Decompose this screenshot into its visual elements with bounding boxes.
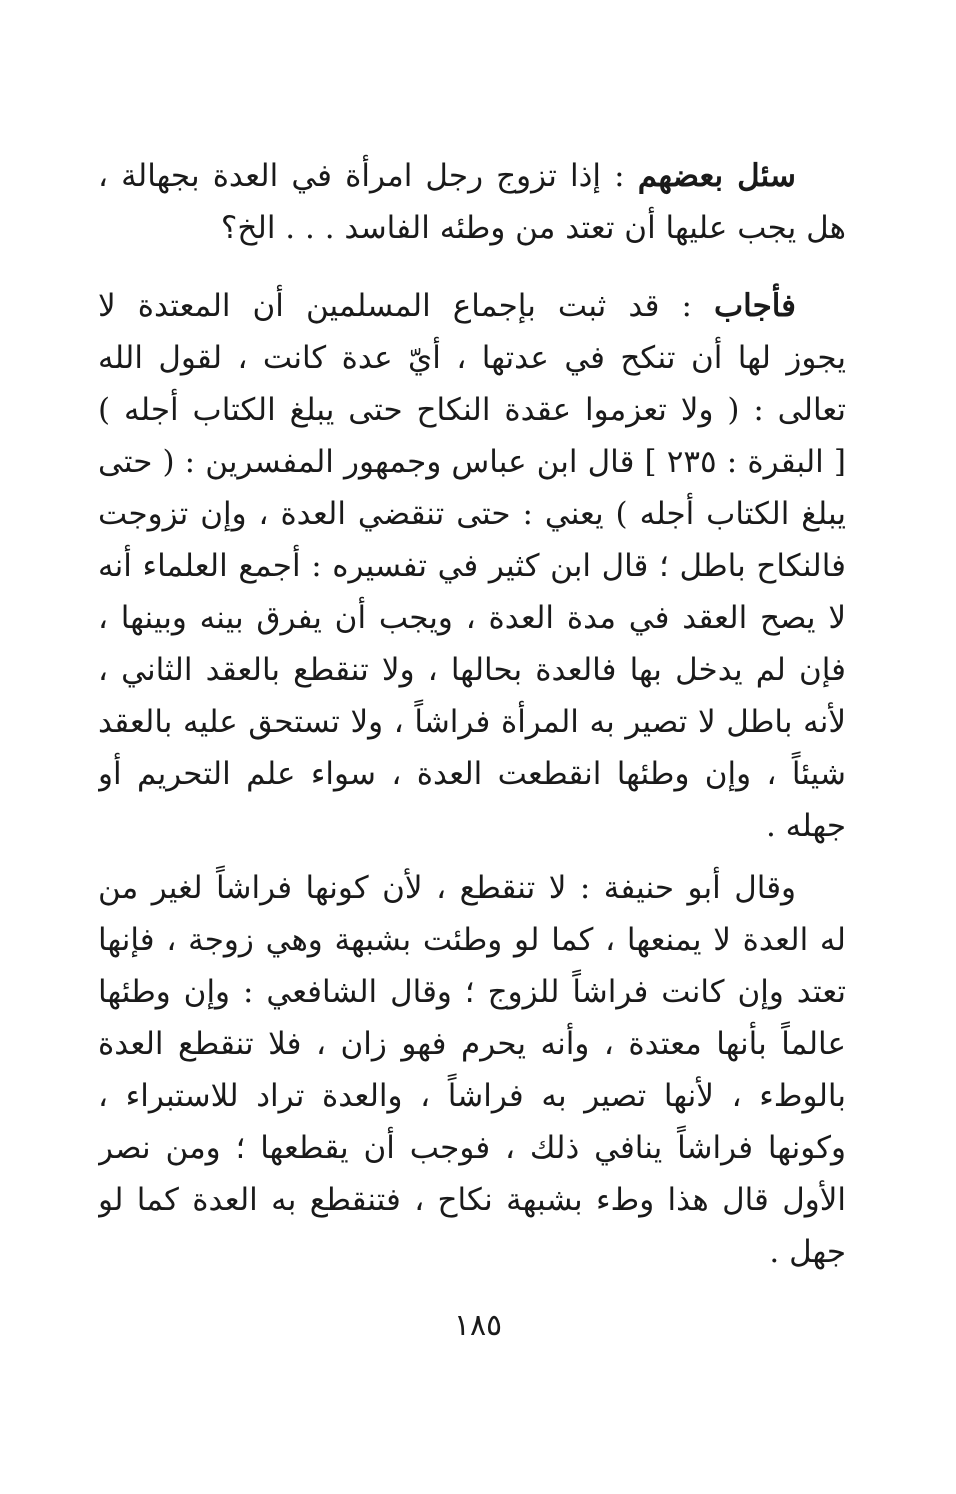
text-line: سئل بعضهم : إذا تزوج رجل امرأة في العدة بجهالة ، <box>98 158 796 194</box>
question-lead: سئل بعضهم <box>637 158 796 194</box>
text-line: عالماً بأنها معتدة ، وأنه يحرم فهو زان ، فلا تنقطع العدة <box>98 1026 846 1062</box>
text-line: جهل . <box>769 1234 846 1270</box>
text-line: فأجاب : قد ثبت بإجماع المسلمين أن المعتدة لا <box>98 288 796 324</box>
text-line: فالنكاح باطل ؛ قال ابن كثير في تفسيره : أجمع العلماء أنه <box>98 548 846 584</box>
text-line: لا يصح العقد في مدة العدة ، ويجب أن يفرق بينه وبينها ، <box>98 600 846 636</box>
text-line: بالوطء ، لأنها تصير به فراشاً ، والعدة تراد للاستبراء ، <box>98 1078 846 1114</box>
paragraph-answer <box>98 280 846 852</box>
text-line: لأنه باطل لا تصير به المرأة فراشاً ، ولا تستحق عليه بالعقد <box>98 704 846 740</box>
text-line: يجوز لها أن تنكح في عدتها ، أيّ عدة كانت ، لقول الله <box>98 340 846 376</box>
text-line: له العدة لا يمنعها ، كما لو وطئت بشبهة وهي زوجة ، فإنها <box>98 922 846 958</box>
paragraph-abu-hanifa <box>98 862 846 1278</box>
text-line: فإن لم يدخل بها فالعدة بحالها ، ولا تنقطع بالعقد الثاني ، <box>98 652 846 688</box>
text-line: وقال أبو حنيفة : لا تنقطع ، لأن كونها فراشاً لغير من <box>98 870 796 906</box>
text-line: شيئاً ، وإن وطئها انقطعت العدة ، سواء علم التحريم أو <box>98 756 846 792</box>
text-line: هل يجب عليها أن تعتد من وطئه الفاسد . . . الخ؟ <box>220 210 846 246</box>
text-line: تعالى : ( ولا تعزموا عقدة النكاح حتى يبلغ الكتاب أجله ) <box>98 392 846 428</box>
answer-lead: فأجاب <box>713 288 796 324</box>
text-line: [ البقرة : ٢٣٥ ] قال ابن عباس وجمهور المفسرين : ( حتى <box>98 444 846 480</box>
text-line: تعتد وإن كانت فراشاً للزوج ؛ وقال الشافعي : وإن وطئها <box>98 974 846 1010</box>
page-number: ١٨٥ <box>453 1308 503 1343</box>
text-line: جهله . <box>765 808 846 844</box>
text-line: يبلغ الكتاب أجله ) يعني : حتى تنقضي العدة ، وإن تزوجت <box>98 496 846 532</box>
paragraph-question <box>98 150 846 254</box>
text-line: الأول قال هذا وطء بشبهة نكاح ، فتنقطع به العدة كما لو <box>98 1182 846 1218</box>
text-line: وكونها فراشاً ينافي ذلك ، فوجب أن يقطعها ؛ ومن نصر <box>98 1130 846 1166</box>
